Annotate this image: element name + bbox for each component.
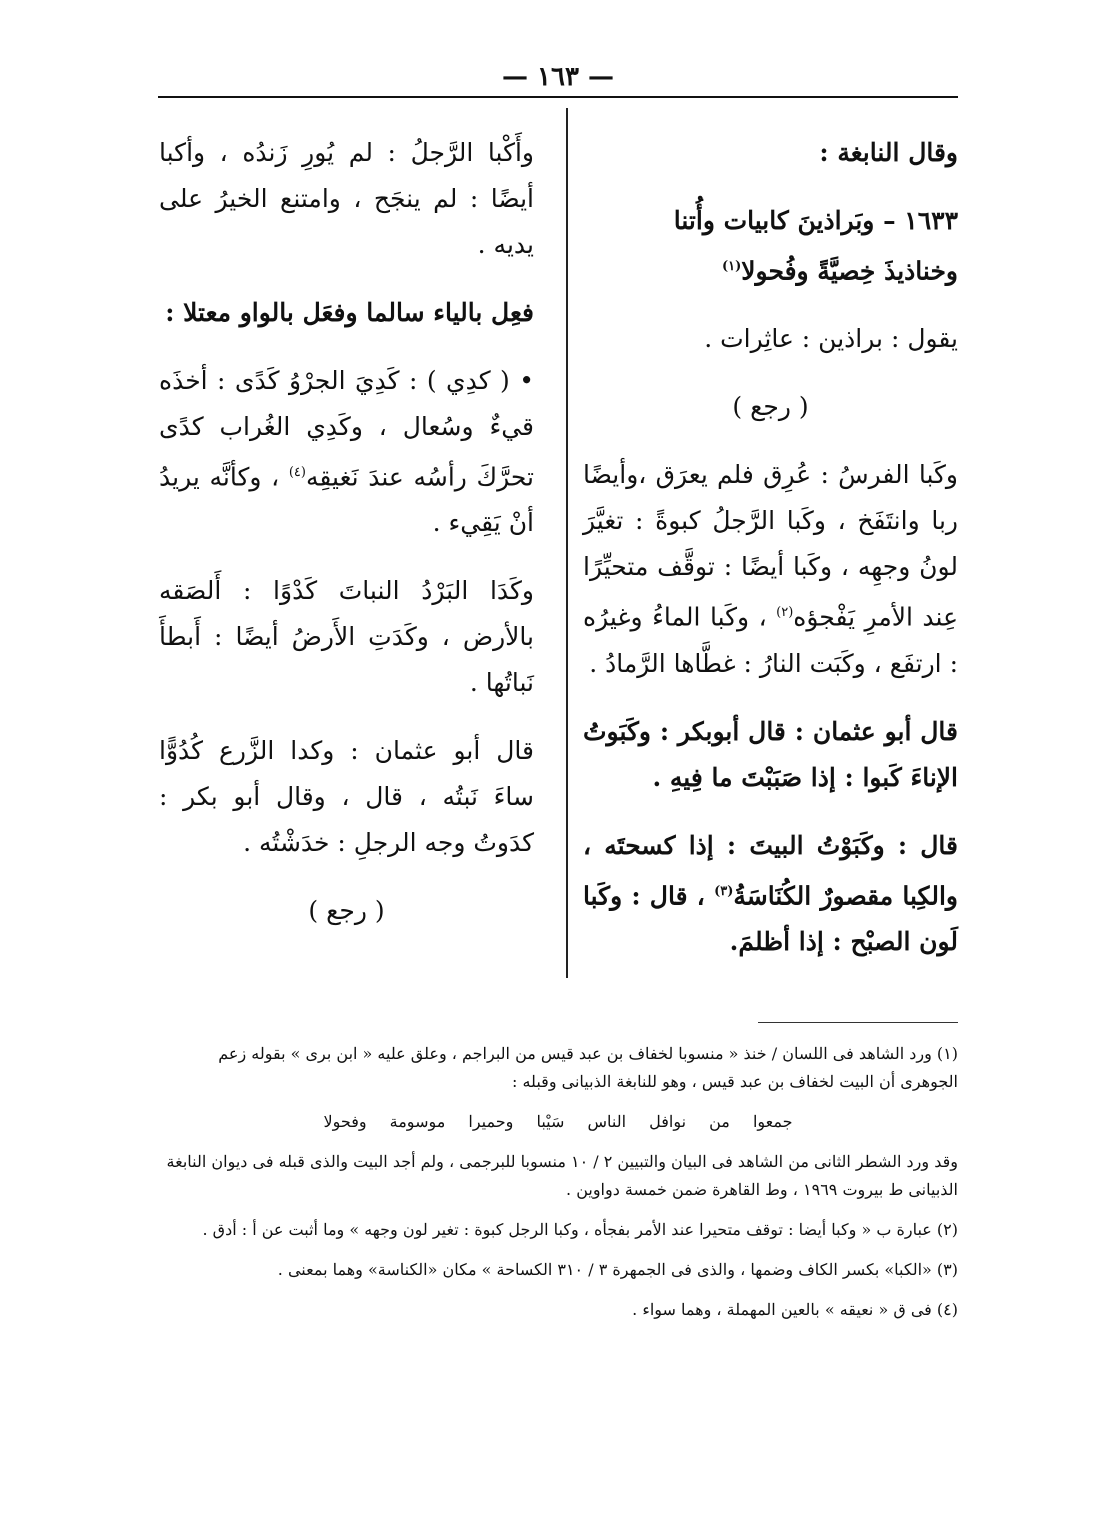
footnote-2: (٢) عبارة ب « وكبا أيضا : توقف متحيرا عند الأمر بفجأه ، وكبا الرجل كبوة : تغير لون وجهه » وما أثبت عن أ : أدق . — [202, 1220, 958, 1239]
verse-line-2: وخناذيذَ خِصيَّةً وفُحولا — [741, 256, 958, 286]
footnote-1-verse: جمعوا من نوافل الناس سَيْبا وحميرا موسومة وفحولا — [323, 1112, 793, 1131]
paragraph-kaba-1 — [583, 452, 958, 686]
paragraph-kaba-3 — [583, 823, 958, 965]
page-number: — ١٦٣ — — [501, 62, 615, 92]
footnote-ref-1: (١) — [721, 259, 742, 274]
footnote-ref-2: (٢) — [776, 605, 794, 621]
section-heading: فعِل بالياء سالما وفعَل بالواو معتلا : — [165, 298, 534, 327]
paragraph-akba: وأَكْبا الرَّجلُ : لم يُورِ زَندُه ، وأكبا أيضًا : لم ينجَح ، وامتنع الخيرُ على يديه . — [159, 138, 534, 259]
left-column — [159, 130, 534, 956]
paragraph-kada: وكَدَا البَرْدُ النباتَ كَدْوًا : أَلصَقه بالأرض ، وكَدَتِ الأَرضُ أيضًا : أَبطأَ نَباتُها . — [159, 576, 534, 698]
paragraph-text: قال : وكَبَوْتُ البيتَ : إذا كسحتَه ، والكِبا مقصورٌ الكُنَاسَةُ — [583, 830, 958, 910]
footnote-1-continued: وقد ورد الشطر الثانى من الشاهد فى البيان والتبيين ٢ / ١٠ منسوبا للبرجمى ، ولم أجد البيت والذى قبله فى ديوان النابغة الذبيانى ط بيروت ١٩٦٩ ، وط القاهرة ضمن خمسة دواوين . — [166, 1152, 958, 1199]
rajaa-marker: ( رجع ) — [732, 392, 809, 422]
right-column — [583, 130, 958, 987]
intro-line: وقال النابغة : — [819, 138, 958, 167]
paragraph-text: وكَبا الفرسُ : عُرِق فلم يعرَق ،وأيضًا ربا وانتَفَخ ، وكَبا الرَّجلُ كبوةً : تغيَّرَ لونُ وجهِه ، وكَبا أيضًا : توقَّف متحيِّرًا عِند الأمرِ يَفْجؤه — [583, 460, 959, 632]
footnote-rule — [758, 1022, 958, 1023]
rajaa-marker: ( رجع ) — [308, 896, 385, 926]
verse-block — [583, 198, 958, 294]
gloss-line: يقول : براذين : عاثِرات . — [704, 324, 958, 354]
paragraph-text: • ( كدِي ) : كَدِيَ الجرْوُ كَدًى : أخذَه قيءٌ وسُعال ، وكَدِي الغُراب كدًى تحرَّكَ رأسُه عندَ نَغيقِه — [159, 366, 534, 492]
column-divider — [566, 108, 568, 978]
footnote-ref-4: (٤) — [288, 465, 306, 480]
paragraph-kudu: قال أبو عثمان : وكدا الزَّرع كُدُوًّا ساءَ نَبتُه ، قال ، وقال أبو بكر : كدَوتُ وجه الرجلِ : خدَشْتُه . — [159, 736, 534, 858]
paragraph-kaba-2: قال أبو عثمان : قال أبوبكر : وكَبَوتُ الإناءَ كَبوا : إذا صَبَبْتَ ما فِيهِ . — [583, 716, 958, 792]
footnote-ref-3: (٣) — [714, 883, 734, 899]
footnotes — [158, 1040, 958, 1336]
paragraph-kadi — [159, 358, 534, 546]
footnote-4: (٤) فى ق « نعيقه » بالعين المهملة ، وهما سواء . — [632, 1300, 958, 1319]
verse-line-1: ١٦٣٣ – وبَراذينَ كابيات وأُتنا — [673, 206, 958, 235]
paragraph-text-tail: ، وكأنَّه يريدُ أنْ يَقِيء . — [159, 462, 534, 538]
paragraph-text-tail: ، وكَبا الماءُ وغيرُه : ارتفَع ، وكَبَت النارُ : غطَّاها الرَّمادُ . — [583, 602, 958, 678]
paragraph-text-tail: ، قال : وكَبا لَون الصبْح : إذا أظلمَ. — [583, 880, 958, 956]
footnote-1: (١) ورد الشاهد فى اللسان / خنذ « منسوبا لخفاف بن عبد قيس من البراجم ، وعلق عليه « ابن برى » بقوله زعم الجوهرى أن البيت لخفاف بن عبد قيس ، وهو للنابغة الذبيانى وقبله : — [218, 1044, 958, 1091]
footnote-3: (٣) «الكبا» بكسر الكاف وضمها ، والذى فى الجمهرة ٣ / ٣١٠ الكساحة » مكان «الكناسة» وهما بمعنى . — [277, 1260, 958, 1279]
header-rule — [158, 96, 958, 98]
